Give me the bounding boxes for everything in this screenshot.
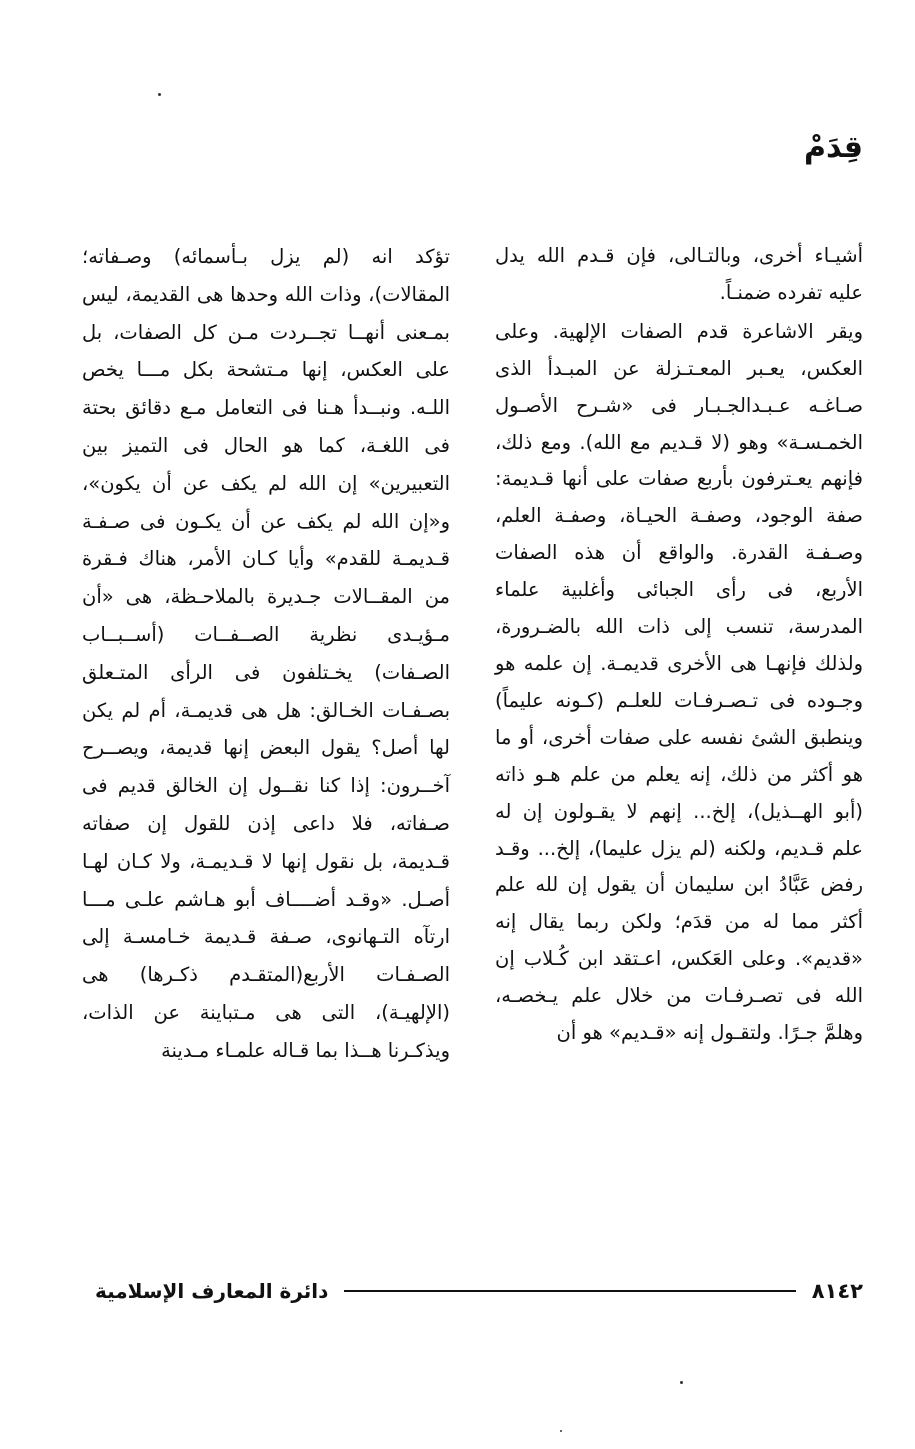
paragraph: ويقر الاشاعرة قدم الصفات الإلهية. وعلى العكس، يعـبر المعـتـزلة عن المبـدأ الذى صـاغـه عـبـدالجـبـار فى «شـرح الأصـول الخمـسـة» وهو (لا قـديم مع الله). ومع ذلك، فإنهم يعـترفون بأربع صفات على أنها قـديمة: صفة الوجود، وصفـة الحيـاة، وصفـة العلم، وصـفـة القدرة. والواقع أن هذه الصفات الأربع، فى رأى الجبائى وأغلبية علماء المدرسة، تنسب إلى ذات الله بالضـرورة، ولذلك فإنهـا هى الأخرى قديمـة. إن علمه هو وجـوده فى تـصـرفـات للعلـم (كـونه عليماً) وينطبق الشئ نفسه على صفات أخرى، أو ما هو أكثر من ذلك، إنه يعلم من علم هـو ذاته (أبو الهــذيل)، إلخ... إنهم لا يقـولون إن له علم قـديم، ولكنه (لم يزل عليما)، إلخ... وقـد رفض عَبَّادُ ابن سليمان أن يقول إن لله علم أكثر مما له من قدَم؛ ولكن ربما يقال إنه «قديم». وعلى العَكس، اعـتقد ابن كُـلاب إن الله فى تصـرفـات من خلال علم يـخصـه، وهلمَّ جـرًا. ولتقـول إنه «قـديم» هو أن bbox=[495, 319, 863, 1045]
footer-rule bbox=[344, 1290, 795, 1292]
text-column-right bbox=[495, 238, 863, 1052]
journal-name: دائرة المعارف الإسلامية bbox=[95, 1279, 329, 1303]
text-column-left bbox=[82, 238, 450, 1070]
page-header-title: قِدَمْ bbox=[804, 130, 863, 165]
page-number: ٨١٤٢ bbox=[811, 1279, 863, 1303]
page-footer bbox=[95, 1276, 863, 1306]
scan-speck bbox=[158, 93, 161, 96]
paragraph: أشيـاء أخرى، وبالتـالى، فإن قـدم الله يدل عليه تفرده ضمنـاً. bbox=[495, 244, 863, 304]
scan-speck bbox=[560, 1430, 562, 1432]
paragraph: تؤكد انه (لم يزل بـأسمائه) وصـفاته؛ المقالات)، وذات الله وحدها هى القديمة، ليس بمـعنى أنهــا تجــردت مـن كل الصفات، بل على العكس، إنها مـتشحة بكل مـــا يخص اللـه. ونبــدأ هـنا فى التعامل مـع دقائق بحتة فى اللغـة، كما هو الحال فى التميز بين التعبيرين» إن الله لم يكف عن أن يكون»، و«إن الله لم يكف عن أن يكـون فى صـفـة قـديمـة للقدم» وأيا كـان الأمر، هناك فـقرة من المقــالات جـديرة بالملاحـظة، هى «أن مـؤيـدى نظرية الصــفــات (أســبــاب الصـفات) يخـتلفون فى الرأى المتـعلق بصـفـات الخـالق: هل هى قديمـة، أم لم يكن لها أصل؟ يقول البعض إنها قديمة، ويصــرح آخــرون: إذا كنا نقــول إن الخالق قديم فى صـفاته، فلا داعى إذن للقول إن صفاته قـديمة، بل نقول إنها لا قـديمـة، ولا كـان لهـا أصـل. «وقـد أضــــاف أبو هـاشم علـى مـــا ارتآه التـهانوى، صـفة قـديمة خـامسـة إلى الصـفـات الأربع(المتقـدم ذكـرها) هى (الإلهيـة)، التى هى مـتباينة عن الذات، ويذكـرنا هــذا بما قـاله علمـاء مـدينة bbox=[82, 245, 450, 1062]
scan-speck bbox=[680, 1381, 683, 1384]
